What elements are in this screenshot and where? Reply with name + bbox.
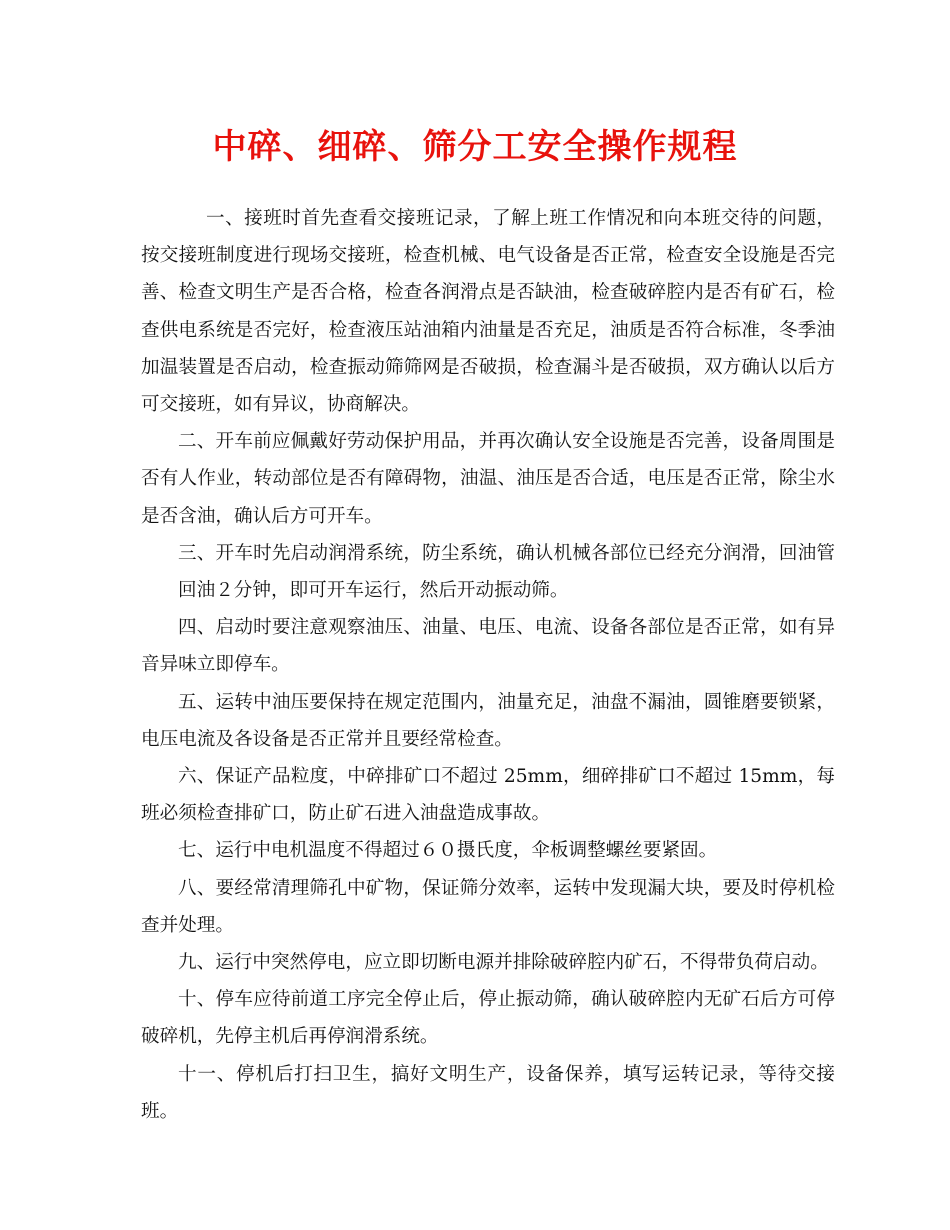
paragraph-8: 八、要经常清理筛孔中矿物，保证筛分效率，运转中发现漏大块，要及时停机检查并处理。: [141, 877, 835, 936]
paragraph-1: 一、接班时首先查看交接班记录，了解上班工作情况和向本班交待的问题，按交接班制度进行现场交接班，检查机械、电气设备是否正常，检查安全设施是否完善、检查文明生产是否合格，检查各润滑点是否缺油，检查破碎腔内是否有矿石，检查供电系统是否完好，检查液压站油箱内油量是否充足，油质是否符合标准，冬季油加温装置是否启动，检查振动筛筛网是否破损，检查漏斗是否破损，双方确认以后方可交接班，如有异议，协商解决。: [141, 208, 835, 416]
paragraph-6: 六、保证产品粒度，中碎排矿口不超过 25mm，细碎排矿口不超过 15mm，每班必须检查排矿口，防止矿石进入油盘造成事故。: [141, 766, 835, 825]
page-title: 中碎、细碎、筛分工安全操作规程: [212, 127, 738, 167]
paragraph-2: 二、开车前应佩戴好劳动保护用品，并再次确认安全设施是否完善，设备周围是否有人作业，转动部位是否有障碍物，油温、油压是否合适，电压是否正常，除尘水是否含油，确认后方可开车。: [141, 431, 835, 527]
paragraph-3: 三、开车时先启动润滑系统，防尘系统，确认机械各部位已经充分润滑，回油管回油２分钟，即可开车运行，然后开动振动筛。: [178, 542, 835, 602]
paragraph-4: 四、启动时要注意观察油压、油量、电压、电流、设备各部位是否正常，如有异音异味立即停车。: [141, 617, 835, 676]
paragraph-5: 五、运转中油压要保持在规定范围内，油量充足，油盘不漏油，圆锥磨要锁紧，电压电流及各设备是否正常并且要经常检查。: [141, 691, 835, 750]
paragraph-11: 十一、停机后打扫卫生，搞好文明生产，设备保养，填写运转记录，等待交接班。: [141, 1063, 835, 1122]
paragraph-10: 十、停车应待前道工序完全停止后，停止振动筛，确认破碎腔内无矿石后方可停破碎机，先停主机后再停润滑系统。: [141, 989, 835, 1048]
paragraph-9: 九、运行中突然停电，应立即切断电源并排除破碎腔内矿石，不得带负荷启动。: [178, 952, 829, 974]
paragraph-7: 七、运行中电机温度不得超过６０摄氏度，伞板调整螺丝要紧固。: [178, 840, 718, 862]
document-body: [141, 200, 835, 1130]
